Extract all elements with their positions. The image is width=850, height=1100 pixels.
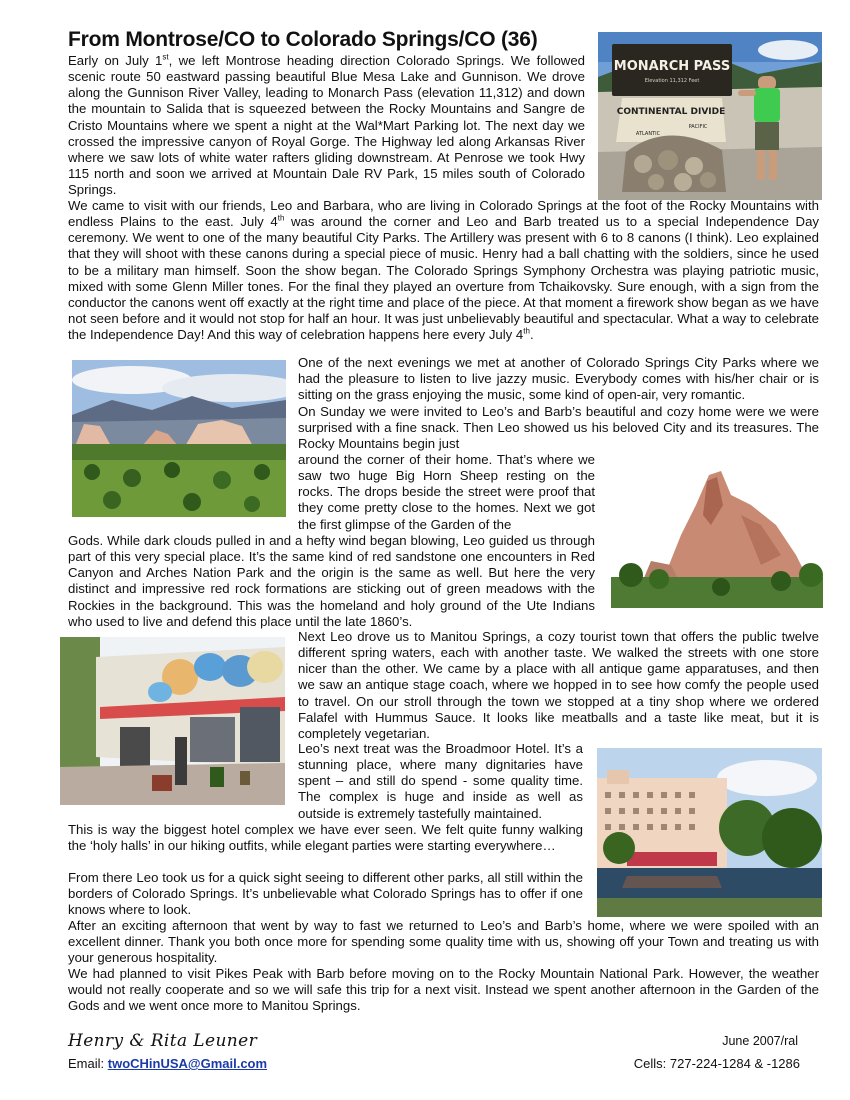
paragraph-dinner: After an exciting afternoon that went by way to fast we returned to Leo’s and Barb’s home, where we were spoiled with an excellent dinner. Thank you both once more for spending some quality time with us, showing off your Town and treating us with your generous hospitality. (68, 918, 819, 966)
signature: Henry & Rita Leuner (68, 1031, 258, 1051)
sign-atlantic: ATLANTIC (635, 131, 661, 137)
cell-phones: Cells: 727-224-1284 & -1286 (633, 1056, 800, 1071)
garden-of-gods-landscape-photo (72, 360, 286, 517)
email-label: Email: (68, 1056, 105, 1071)
sign-elevation: Elevation 11,312 Feet (644, 78, 700, 84)
sign-divide: CONTINENTAL DIVIDE (616, 107, 726, 117)
paragraph-journey: Early on July 1st, we left Montrose heading direction Colorado Springs. We followed scenic route 50 eastward passing beautiful Blue Mesa Lake and Gunnison. We drove along the Gunnison River Valley, leading to Monarch Pass (elevation 11,312) and down the mountain to Salida that is squeezed between the Rocky Mountains and Sangre de Cristo Mountains where we spent a night at the Wal*Mart Parking lot. The next day we crossed the impressive canyon of Royal Gorge. The Highway led along Arkansas River where we saw lots of white water rafters gliding downstream. At Penrose we took Hwy 115 north and soon we arrived at Mountain Dale RV Park, 15 miles south of Colorado Springs. (68, 52, 585, 198)
paragraph-pikes-peak: We had planned to visit Pikes Peak with Barb before moving on to the Rocky Mountain National Park. However, the weather would not really cooperate and so we will safe this trip for a next visit. Instead we spent another afternoon in the Garden of the Gods and we went once more to Manitou Springs. (68, 966, 819, 1014)
paragraph-manitou: Next Leo drove us to Manitou Springs, a cozy tourist town that offers the public twelve different spring waters, each with another taste. We walked the streets with one store nicer than the other. We came by a place with all antique game apparatuses, and then we saw an antique stage coach, where we hopped in to see how comfy the people used to travel. On our stroll through the town we stopped at a tiny shop where we ordered Falafel with Hummus Sauce. It looks like meatballs and a taste like meat, but it is completely vegetarian. (298, 629, 819, 741)
paragraph-big-horn: around the corner of their home. That’s where we saw two huge Big Horn Sheep resting on the rocks. The drops beside the street were proof that they come pretty close to the homes. Next we got the first glimpse of the Garden of the (298, 452, 595, 532)
broadmoor-hotel-photo (597, 748, 822, 917)
paragraph-independence-day: We came to visit with our friends, Leo and Barbara, who are living in Colorado Springs at the foot of the Rocky Mountains with endless Plains to the east. July 4th was around the corner and Leo and Barb treated us to a special Independence Day ceremony. We went to one of the many beautiful City Parks. The Artillery was present with 6 to 8 canons (I think). Leo explained that they will shoot with these canons during a special piece of music. Henry had a ball chatting with the soldiers, since he used to be a military man himself. Soon the show began. The Colorado Springs Symphony Orchestra was playing patriotic music, mixed with some Glenn Miller tones. For the final they played an overture from Tchaikovsky. Sure enough, with a sign from the conductor the canons went off exactly at the right time and place of the piece. At that moment a firework show began as we have not seen before and it would not stop for half an hour. It was just unbelievably beautiful and spectacular. What a way to celebrate the Independence Day! And this way of celebration happens here every July 4th. (68, 198, 819, 343)
sign-pacific: PACIFIC (688, 124, 708, 130)
red-rock-formation-photo (611, 465, 823, 608)
paragraph-garden-of-gods: Gods. While dark clouds pulled in and a hefty wind began blowing, Leo guided us through part of this very special place. It’s the same kind of red sandstone one encounters in Red Canyon and Arches Nation Park and the origin is the same as well. But here the very distinct and impressive red rock formations are sticking out of green meadows with the Rockies in the background. This was the homeland and holy ground of the Ute Indians who used to live and defend this place until the late 1860’s. (68, 533, 595, 629)
issue-date: June 2007/ral (722, 1034, 798, 1048)
manitou-springs-street-photo (60, 637, 285, 805)
paragraph-hotel-complex: This is way the biggest hotel complex we have ever seen. We felt quite funny walking the ‘holy halls’ in our hiking outfits, while elegant parties were starting everywhere… (68, 822, 583, 854)
email-line (68, 1056, 267, 1071)
paragraph-sunday: On Sunday we were invited to Leo’s and Barb’s beautiful and cozy home were we were surprised with a fine snack. Then Leo showed us his beloved City and its treasures. The Rocky Mountains begin just (298, 404, 819, 452)
page-title: From Montrose/CO to Colorado Springs/CO (36) (68, 28, 538, 51)
paragraph-jazz: One of the next evenings we met at another of Colorado Springs City Parks where we had the pleasure to listen to live jazzy music. Everybody comes with his/her chair or is sitting on the grass enjoying the music, some kind of open-air, very romantic. (298, 355, 819, 403)
sign-title: MONARCH PASS (613, 59, 731, 74)
email-link[interactable]: twoCHinUSA@Gmail.com (107, 1056, 268, 1071)
paragraph-parks: From there Leo took us for a quick sight seeing to different other parks, all still within the borders of Colorado Springs. It’s unbelievable what Colorado Springs has to offer if one knows where to look. (68, 870, 583, 918)
monarch-pass-photo (598, 32, 822, 200)
paragraph-broadmoor: Leo’s next treat was the Broadmoor Hotel. It’s a stunning place, where many dignitaries have spent – and still do spend - some quality time. The complex is huge and inside as well as outside is extremely tastefully maintained. (298, 741, 583, 821)
